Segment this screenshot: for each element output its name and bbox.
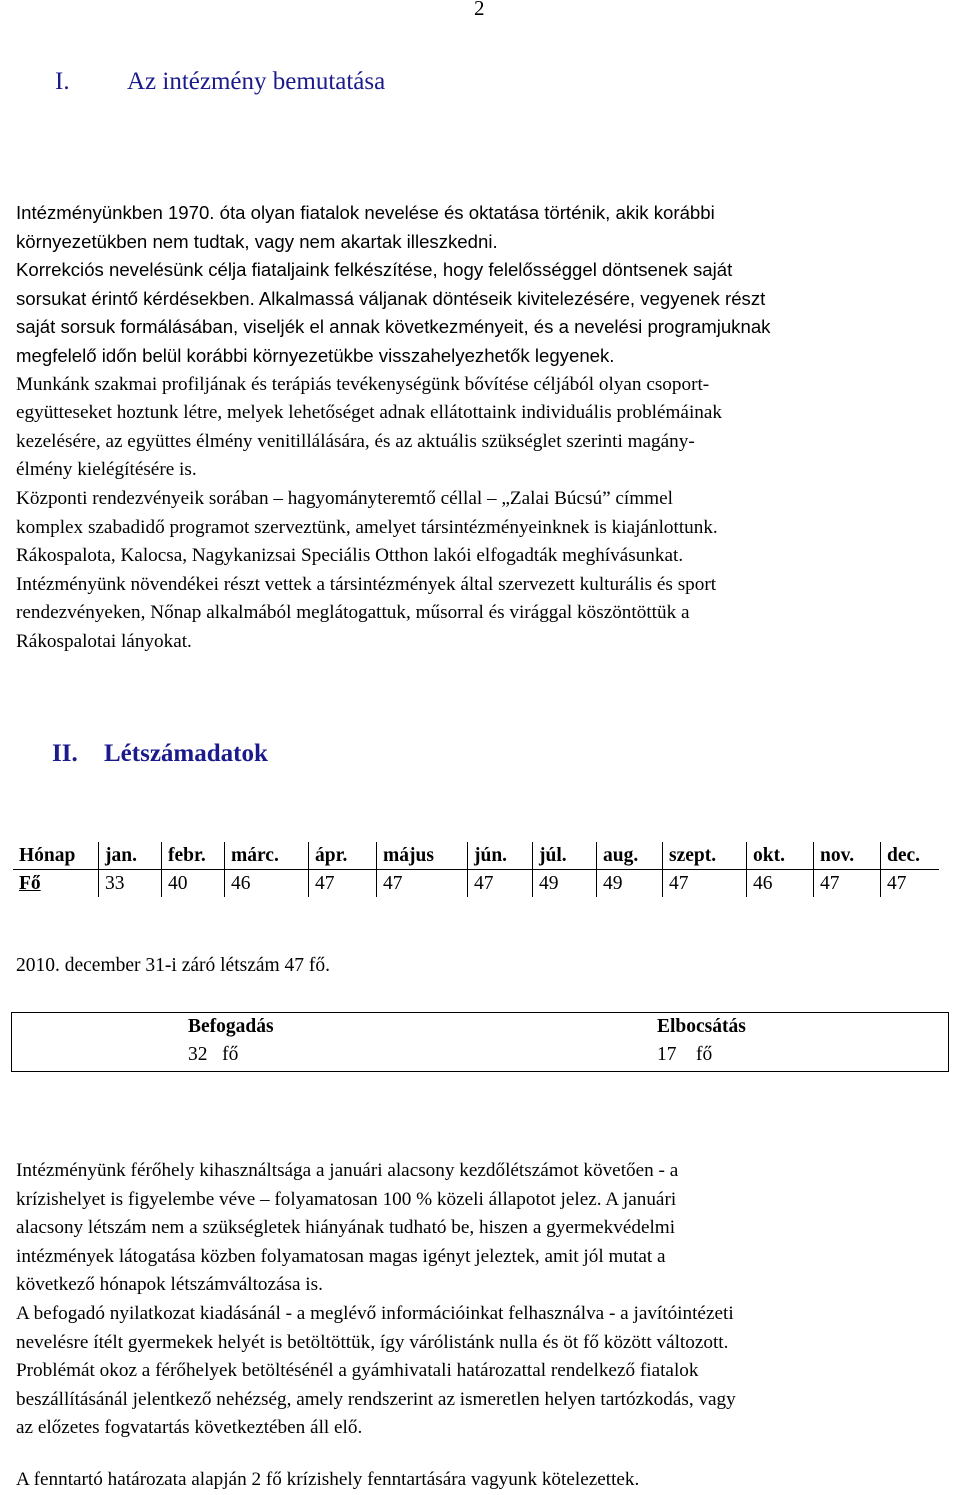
month-cell: ápr. [309, 842, 377, 870]
paragraph-line: Intézményünk férőhely kihasználtsága a januári alacsony kezdőlétszámot követően - a [16, 1160, 679, 1181]
table-value-row [13, 870, 939, 898]
paragraph-line: együtteseket hoztunk létre, melyek lehetőséget adnak ellátottaink individuális problémáinak [16, 402, 722, 424]
intro-paragraph [16, 199, 946, 657]
month-cell: okt. [747, 842, 814, 870]
paragraph-line: Munkánk szakmai profiljának és terápiás tevékenységünk bővítése céljából olyan csoport- [16, 373, 710, 395]
value-cell: 47 [814, 870, 881, 898]
month-cell: júl. [533, 842, 597, 870]
occupancy-paragraph [16, 1157, 946, 1443]
value-cell: 47 [377, 870, 468, 898]
paragraph-line: komplex szabadidő programot szerveztünk, amelyet társintézményeinknek is kiajánlottunk. [16, 516, 718, 538]
value-cell: 49 [533, 870, 597, 898]
section-2-heading [52, 740, 268, 768]
paragraph-line: krízishelyet is figyelembe véve – folyamatosan 100 % közeli állapotot jelez. A januári [16, 1188, 677, 1210]
paragraph-line: kezelésére, az együttes élmény venitillálására, és az aktuális szükséglet szerinti magány- [16, 430, 695, 452]
value-cell: 47 [468, 870, 533, 898]
paragraph-line: nevelésre ítélt gyermekek helyét is betöltöttük, így várólistánk nulla és öt fő között változott. [16, 1331, 729, 1353]
value-cell: 49 [597, 870, 663, 898]
paragraph-line: beszállításánál jelentkező nehézség, amely rendszerint az ismeretlen helyen tartózkodás, vagy [16, 1388, 736, 1410]
headcount-table [13, 842, 939, 897]
month-cell: nov. [814, 842, 881, 870]
paragraph-line: alacsony létszám nem a szükségletek hiányának tudható be, hiszen a gyermekvédelmi [16, 1217, 676, 1239]
page-number: 2 [474, 0, 485, 20]
paragraph-line: Problémát okoz a férőhelyek betöltésénél a gyámhivatali határozattal rendelkező fiatalok [16, 1360, 699, 1382]
month-cell: febr. [162, 842, 225, 870]
row-label-cell: Fő [13, 870, 99, 898]
value-cell: 47 [663, 870, 747, 898]
month-cell: jan. [99, 842, 162, 870]
paragraph-line: Rákospalotai lányokat. [16, 630, 192, 652]
month-cell: szept. [663, 842, 747, 870]
section-1-title: Az intézmény bemutatása [127, 68, 386, 95]
paragraph-line: intézmények látogatása közben folyamatosan magas igényt jeleztek, amit jól mutat a [16, 1245, 666, 1267]
value-cell: 33 [99, 870, 162, 898]
value-cell: 47 [881, 870, 940, 898]
closing-headcount: 2010. december 31-i záró létszám 47 fő. [16, 955, 331, 976]
header-label-cell: Hónap [13, 842, 99, 870]
paragraph-line: Központi rendezvényeik sorában – hagyományteremtő céllal – „Zalai Búcsú” címmel [16, 487, 673, 509]
admission-value: 32 fő [188, 1044, 239, 1065]
discharge-value: 17 fő [657, 1044, 713, 1065]
month-cell: jún. [468, 842, 533, 870]
paragraph-line: élmény kielégítésére is. [16, 459, 197, 481]
value-cell: 46 [225, 870, 309, 898]
discharge-label: Elbocsátás [657, 1016, 746, 1037]
paragraph-line: A befogadó nyilatkozat kiadásánál - a meglévő információinkat felhasználva - a javítóintézeti [16, 1302, 734, 1324]
paragraph-line: Rákospalota, Kalocsa, Nagykanizsai Speciális Otthon lakói elfogadták meghívásunkat. [16, 545, 684, 567]
paragraph-line: rendezvényeken, Nőnap alkalmából meglátogattuk, műsorral és virággal köszöntöttük a [16, 602, 690, 624]
paragraph-line: saját sorsuk formálásában, viseljék el annak következményeit, és a nevelési programjuknak [16, 316, 771, 338]
value-cell: 40 [162, 870, 225, 898]
value-cell: 46 [747, 870, 814, 898]
final-statement: A fenntartó határozata alapján 2 fő krízishely fenntartására vagyunk kötelezettek. [16, 1469, 640, 1490]
paragraph-line: az előzetes fogvatartás következtében áll elő. [16, 1417, 363, 1439]
paragraph-line: Korrekciós nevelésünk célja fiataljaink felkészítése, hogy felelősséggel döntsenek saját [16, 259, 733, 281]
month-cell: márc. [225, 842, 309, 870]
value-cell: 47 [309, 870, 377, 898]
intake-discharge-box [11, 1012, 949, 1072]
section-2-title: Létszámadatok [104, 740, 268, 767]
paragraph-line: Intézményünkben 1970. óta olyan fiatalok nevelése és oktatása történik, akik korábbi [16, 202, 715, 223]
paragraph-line: megfelelő időn belül korábbi környezetükbe visszahelyezhetők legyenek. [16, 344, 615, 366]
paragraph-line: sorsukat érintő kérdésekben. Alkalmassá váljanak döntéseik kivitelezésére, vegyenek részt [16, 287, 766, 309]
table-header-row [13, 842, 939, 870]
admission-label: Befogadás [188, 1016, 274, 1037]
paragraph-line: Intézményünk növendékei részt vettek a társintézmények által szervezett kulturális és sport [16, 573, 717, 595]
paragraph-line: következő hónapok létszámváltozása is. [16, 1274, 323, 1296]
month-cell: május [377, 842, 468, 870]
paragraph-line: környezetükben nem tudtak, vagy nem akartak illeszkedni. [16, 230, 498, 252]
section-1-number: I. [55, 68, 70, 95]
section-2-number: II. [52, 740, 78, 767]
section-1-heading [55, 68, 385, 96]
month-cell: dec. [881, 842, 940, 870]
month-cell: aug. [597, 842, 663, 870]
